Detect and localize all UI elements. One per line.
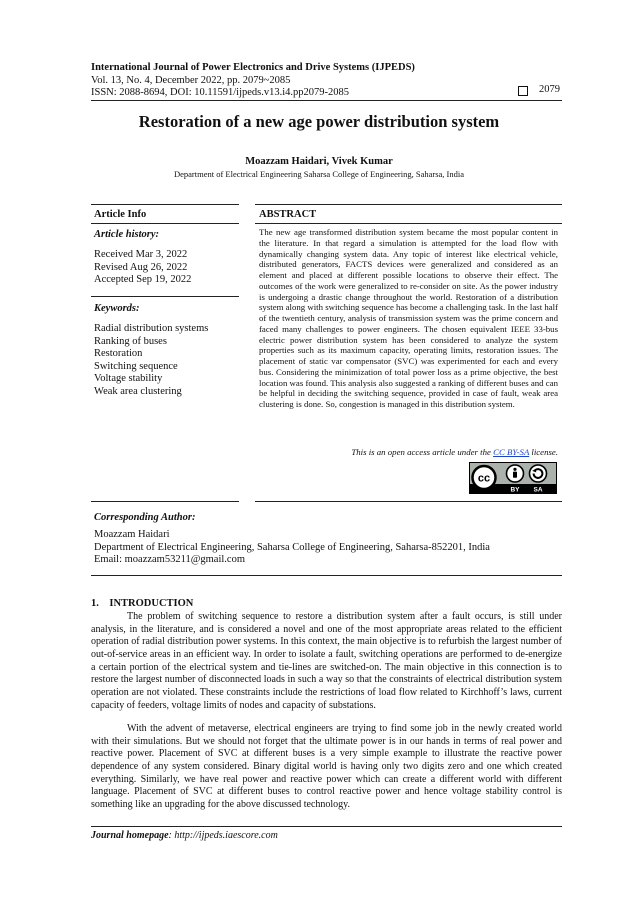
article-info-top-rule <box>91 204 239 205</box>
intro-paragraph-2-text: With the advent of metaverse, electrical engineers are trying to find some job in the newly created world with their simulations. But we should not forget that the ultimate power is in our hands in terms of real power and reactive power. Placement of SVC at different buses is a very simple example to illustrate the reactive power dependence of any system considered. Binary digital world is having only two digits zero and one which created everything. Similarly, we have real power and reactive power which can create a different world with different language. Placement of SVC at different buses to control reactive power and hence voltage stability control is something like an upgrading for the above discussed technology. <box>91 723 562 810</box>
article-info-sub-rule <box>91 223 239 224</box>
page-number: 2079 <box>539 84 560 95</box>
header-rule <box>91 100 562 101</box>
section-heading-introduction: 1. INTRODUCTION <box>91 598 194 609</box>
keyword-item: Ranking of buses <box>94 335 167 347</box>
issn-doi: ISSN: 2088-8694, DOI: 10.11591/ijpeds.v13.i4.pp2079-2085 <box>91 87 350 98</box>
intro-paragraph-1 <box>91 611 562 712</box>
paper-title: Restoration of a new age power distribution system <box>138 112 500 131</box>
article-info-bottom-rule <box>91 501 239 502</box>
footer-url[interactable]: : http://ijpeds.iaescore.com <box>168 830 278 841</box>
keyword-item: Weak area clustering <box>94 385 182 397</box>
abstract-text: The new age transformed distribution system became the most popular content in the literature. In that regard a simulation is attempted for the load flow with dynamically changing system data. Any topic of interest like electrical vehicle, distributed generators, FACTS devices were generalized and considered as an element and placed at different possible locations to observe their effect. The outcomes of the work were generalized to re-consider on site. As the power industry is undergoing a drastic change throughout the world. Restoration of a distribution system along with switching sequence has become a challenging task. In the last half of the twentieth century, analysis of transmission system was the prime concern and faced many challenges to power engineers. The chosen equivalent IEEE 33-bus electric power distribution system has been considered to analyze the system properties such as its maximum capacity, operating limits, restoration issues. The placement of static var compensator (SVC) was experimented for each and every bus. Considering the minimization of total power loss as a prime objective, the best location was found. This analysis also suggested a ranking of different buses and can be helpful in deciding the switching sequence, provided in case of fault, weak area clustering is done. So, congestion is managed in this distribution system. <box>259 227 559 409</box>
corresponding-department: Department of Electrical Engineering, Saharsa College of Engineering, Saharsa-852201, India <box>94 541 490 553</box>
corresponding-bottom-rule <box>91 575 562 576</box>
page-box-icon <box>518 86 528 96</box>
badge-sa-label: SA <box>533 486 543 493</box>
corresponding-email: Email: moazzam53211@gmail.com <box>94 554 245 566</box>
article-history-label: Article history: <box>94 229 160 240</box>
footer <box>91 830 278 841</box>
abstract-top-rule <box>255 204 562 205</box>
keywords-label: Keywords: <box>94 303 140 314</box>
license-line <box>259 447 558 457</box>
history-accepted: Accepted Sep 19, 2022 <box>94 274 192 286</box>
keyword-item: Radial distribution systems <box>94 323 209 334</box>
article-info-heading: Article Info <box>94 209 147 220</box>
abstract-bottom-rule <box>255 501 562 502</box>
history-revised: Revised Aug 26, 2022 <box>94 261 188 273</box>
article-history-list <box>94 249 191 287</box>
license-link[interactable]: CC BY-SA <box>493 447 530 457</box>
history-received: Received Mar 3, 2022 <box>94 249 188 260</box>
affiliation: Department of Electrical Engineering Saharsa College of Engineering, Saharsa, India <box>173 169 465 179</box>
keyword-item: Switching sequence <box>94 360 178 372</box>
keyword-item: Restoration <box>94 348 143 360</box>
keywords-list <box>94 323 208 399</box>
corresponding-label: Corresponding Author: <box>94 512 196 523</box>
cc-logo-text: cc <box>477 472 491 485</box>
corresponding-name: Moazzam Haidari <box>94 529 170 540</box>
intro-paragraph-1-text: The problem of switching sequence to restore a distribution system after a fault occurs, is still under analysis, in the literature, and is considered a novel and one of the most appropriate areas related to the efficient operation of radial distribution power systems. In this context, the main objective is to refurbish the largest number of out-of-service areas in an efficient way. In order to isolate a fault, switching operations are performed to de-energize a certain portion of the electrical system and tie-lines are switched-on. The main objective in this connection is to restore the largest number of disconnected loads in such a way so that the constraints of electrical distribution system operation are not violated. These constraints include the restrictions of load flow related to Kirchhoff’s laws, current capacity of feeders, voltage limits of nodes and capacity of substations. <box>91 611 562 711</box>
volume-info: Vol. 13, No. 4, December 2022, pp. 2079~2085 <box>91 75 291 86</box>
license-suffix: license. <box>529 447 558 457</box>
keyword-item: Voltage stability <box>94 373 163 385</box>
footer-rule <box>91 826 562 827</box>
abstract-sub-rule <box>255 223 562 224</box>
corresponding-block <box>94 529 490 567</box>
keywords-rule <box>91 296 239 297</box>
cc-by-sa-badge-icon[interactable] <box>469 462 557 494</box>
journal-name: International Journal of Power Electronics and Drive Systems (IJPEDS) <box>91 62 415 73</box>
license-prefix: This is an open access article under the <box>351 447 494 457</box>
abstract-heading: ABSTRACT <box>259 209 317 220</box>
authors: Moazzam Haidari, Vivek Kumar <box>245 156 393 167</box>
intro-paragraph-2 <box>91 723 562 812</box>
badge-by-label: BY <box>510 486 520 493</box>
footer-label: Journal homepage <box>91 830 169 841</box>
